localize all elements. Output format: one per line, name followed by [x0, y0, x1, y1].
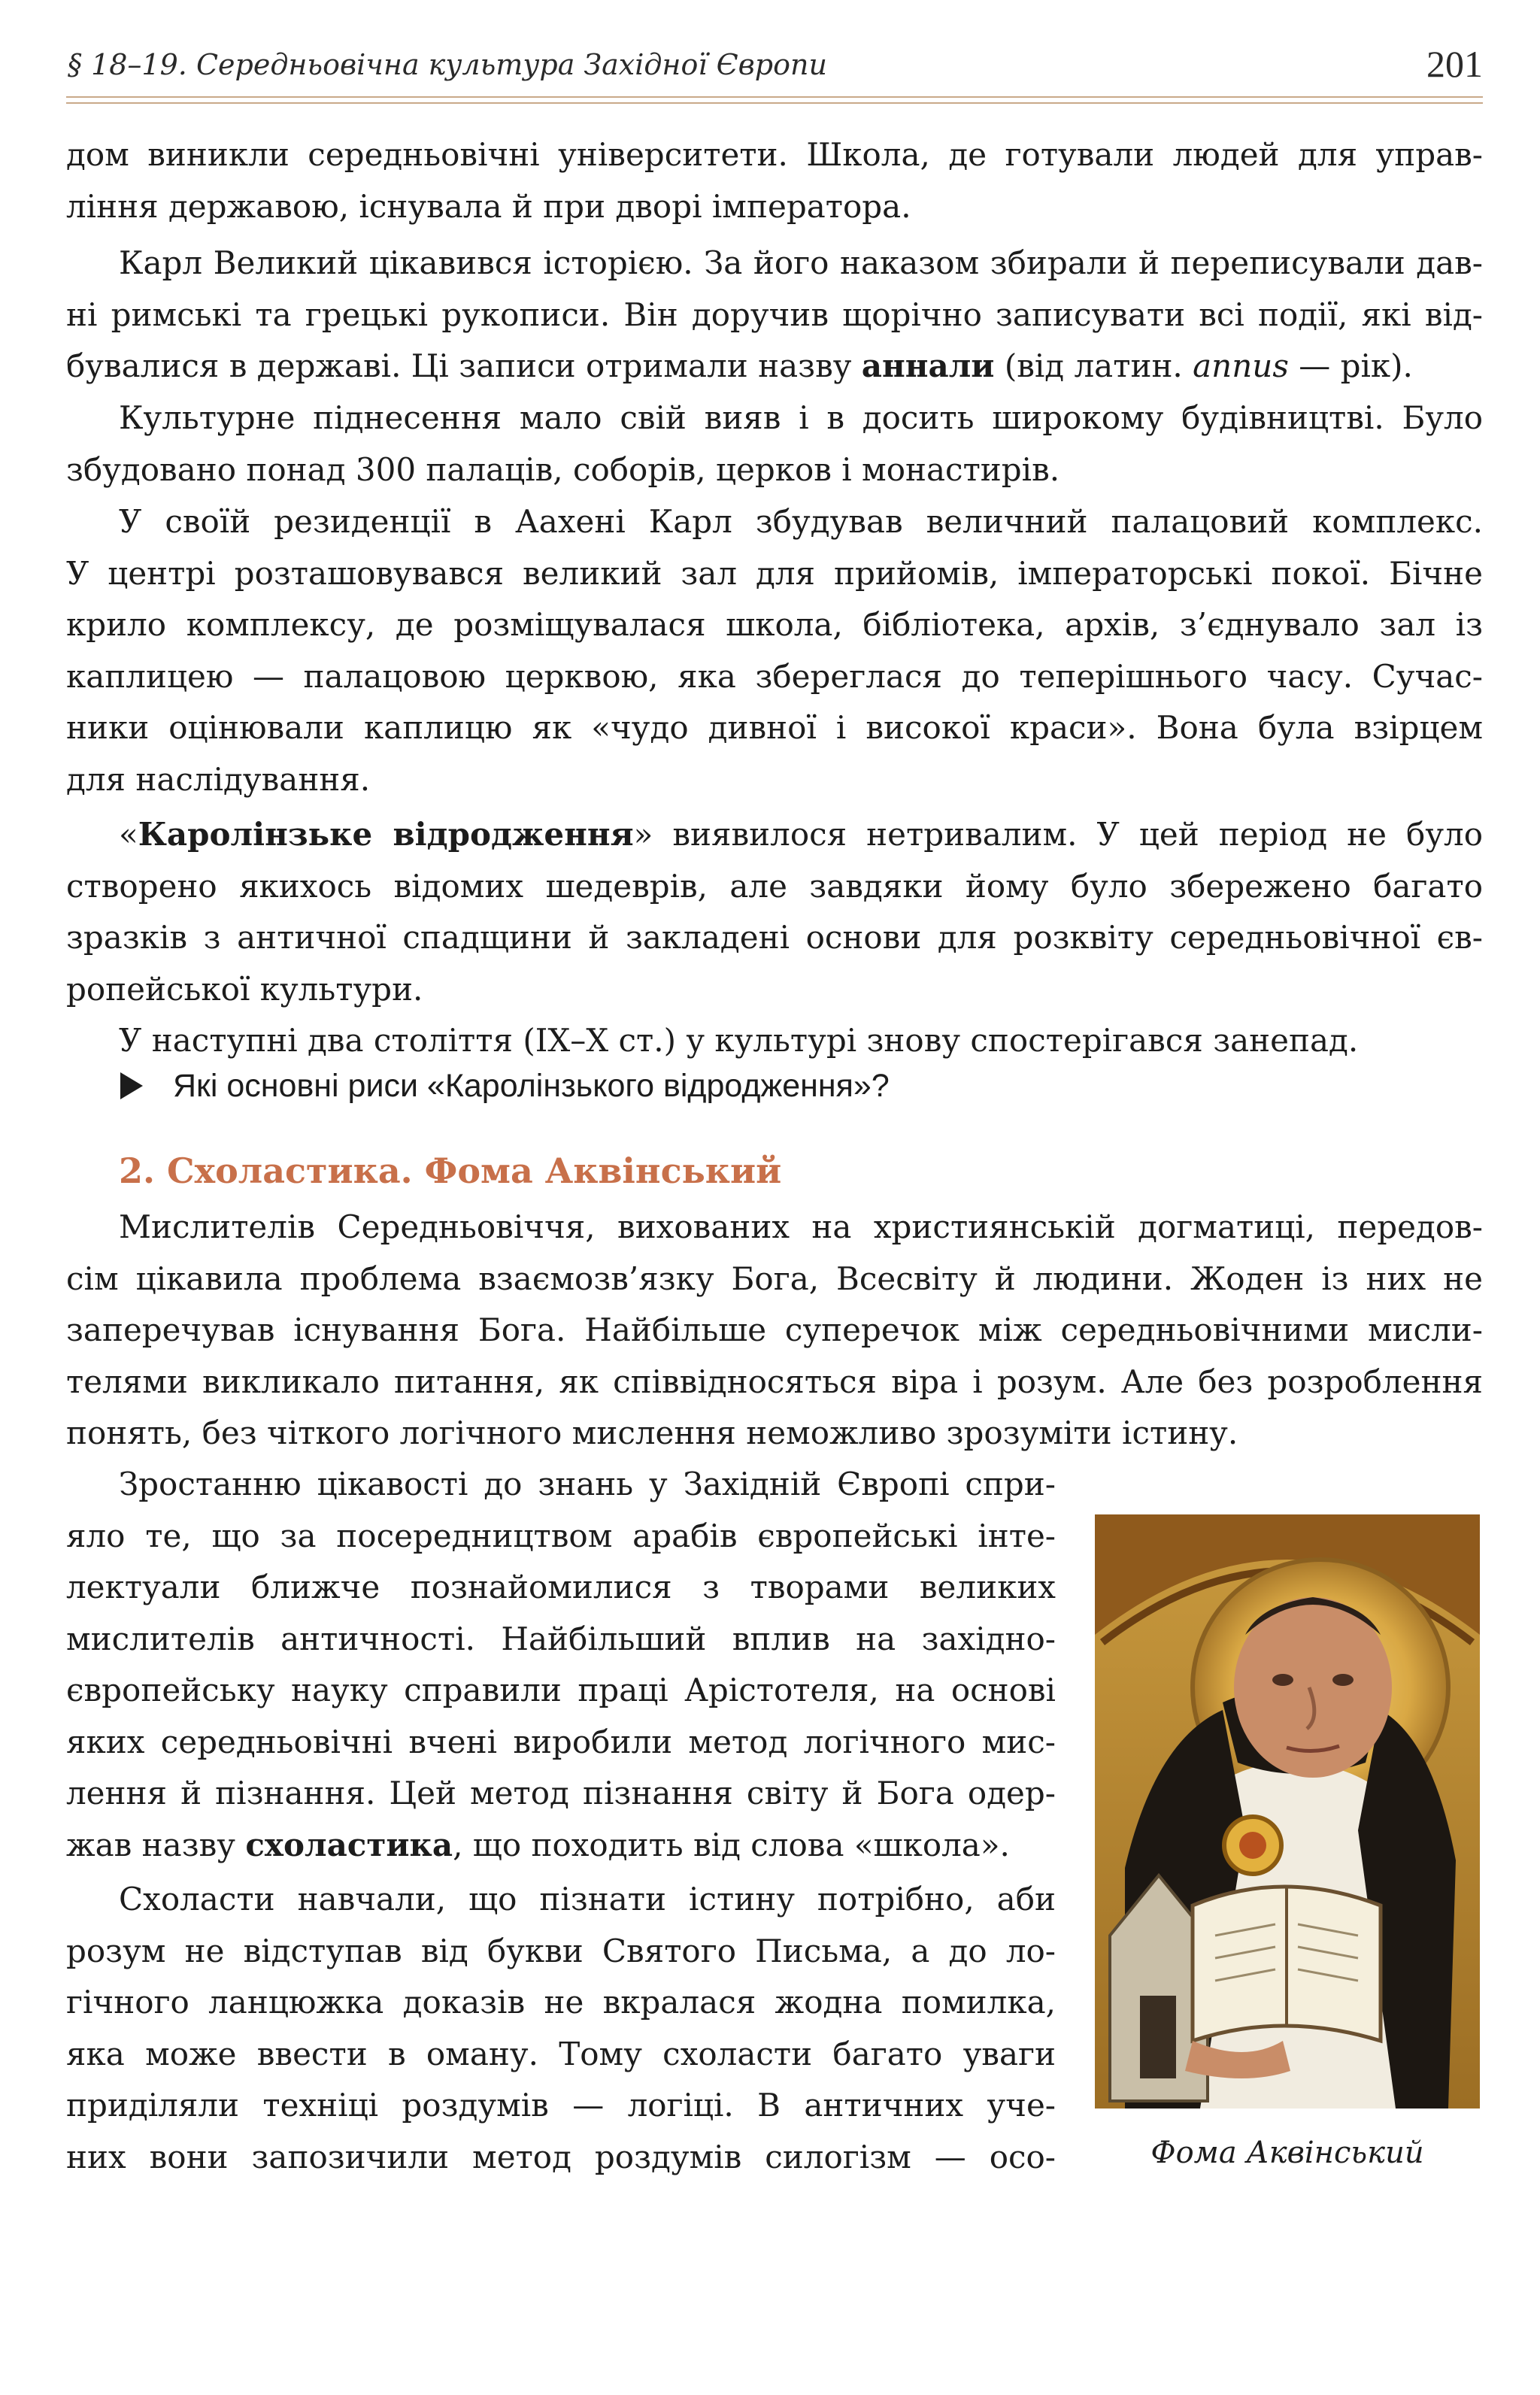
- text-line: приділяли техніці роздумів — логіці. В античних уче-: [66, 2087, 1056, 2124]
- term-carolingian-renaissance: Каролінзьке відродження: [138, 816, 634, 853]
- paragraph-7: [66, 1202, 1483, 1460]
- text-line: лектуали ближче познайомилися з творами великих: [66, 1569, 1056, 1605]
- header-rule-2: [66, 102, 1483, 104]
- text-line: [66, 809, 1483, 861]
- term-scholasticism: схоластика: [245, 1826, 453, 1863]
- text-line: ники оцінювали каплицю як «чудо дивної і високої краси». Вона була взірцем: [66, 709, 1483, 746]
- text-line: сім цікавила проблема взаємозв’язку Бога, Всесвіту й людини. Жоден із них не: [66, 1260, 1483, 1297]
- text-line: розум не відступав від букви Святого Письма, а до ло-: [66, 1932, 1056, 1969]
- text-line: ні римські та грецькі рукописи. Він доручив щорічно записувати всі події, які від-: [66, 296, 1483, 333]
- text-line: європейську науку справили праці Арістотеля, на основі: [66, 1672, 1056, 1708]
- text-line: ропейської культури.: [66, 970, 423, 1008]
- text-line: гічного ланцюжка доказів не вкралася жодна помилка,: [66, 1984, 1056, 2021]
- text-line: Зростанню цікавості до знань у Західній Європі спри-: [119, 1466, 1056, 1502]
- paragraph-3: [66, 393, 1483, 496]
- triangle-bullet-icon: [120, 1072, 143, 1099]
- text-line: ління державою, існувала й при дворі імператора.: [66, 187, 911, 225]
- text-line: Мислителів Середньовіччя, вихованих на християнській догматиці, передов-: [119, 1208, 1483, 1245]
- text-line: яло те, що за посередництвом арабів європейські інте-: [66, 1517, 1056, 1554]
- section-heading: 2. Схоластика. Фома Аквінський: [119, 1151, 782, 1191]
- thomas-aquinas-portrait: [1095, 1514, 1480, 2109]
- text-line: Культурне піднесення мало свій вияв і в досить широкому будівництві. Було: [119, 399, 1483, 436]
- text-line: дом виникли середньовічні університети. Школа, де готували людей для управ-: [66, 136, 1483, 173]
- page-header: [66, 42, 1483, 95]
- text-line: Карл Великий цікавився історією. За його наказом збирали й переписували дав-: [119, 244, 1483, 281]
- text-line: збудовано понад 300 палаців, соборів, церков і монастирів.: [66, 450, 1060, 488]
- latin-word: annus: [1193, 347, 1289, 384]
- text-line: У своїй резиденції в Аахені Карл збудував величний палацовий комплекс.: [119, 503, 1483, 540]
- paragraph-8: [66, 1459, 1056, 1871]
- question-text: Які основні риси «Каролінзького відродження»?: [173, 1068, 890, 1104]
- text-line: крило комплексу, де розміщувалася школа, бібліотека, архів, з’єднувало зал із: [66, 606, 1483, 643]
- paragraph-5: [66, 809, 1483, 1015]
- review-question: [120, 1068, 890, 1105]
- page-number: 201: [1426, 43, 1483, 85]
- portrait-illustration: [1095, 1514, 1480, 2109]
- text-line: мислителів античності. Найбільший вплив на західно-: [66, 1620, 1056, 1657]
- term-annals: аннали: [861, 347, 995, 384]
- text-line: лення й пізнання. Цей метод пізнання світу й Бога одер-: [66, 1775, 1056, 1811]
- text-run: , що походить від слова «школа».: [453, 1826, 1010, 1863]
- text-line: них вони запозичили метод роздумів силогізм — осо-: [66, 2138, 1056, 2175]
- header-rule: [66, 96, 1483, 98]
- text-line: яка може ввести в оману. Тому схоласти багато уваги: [66, 2035, 1056, 2072]
- text-run: — рік).: [1288, 347, 1413, 384]
- text-line: заперечував існування Бога. Найбільше суперечок між середньовічними мисли-: [66, 1311, 1483, 1348]
- text-line: [66, 1820, 1056, 1872]
- text-run: бувалися в державі. Ці записи отримали назву: [66, 347, 862, 384]
- paragraph-2: [66, 238, 1483, 393]
- text-run: «: [119, 816, 138, 853]
- paragraph-9: [66, 1874, 1056, 2183]
- text-run: (від латин.: [994, 347, 1193, 384]
- text-line: яких середньовічні вчені виробили метод логічного мис-: [66, 1723, 1056, 1760]
- text-line: У центрі розташовувався великий зал для прийомів, імператорські покої. Бічне: [66, 554, 1483, 592]
- text-line: для наслідування.: [66, 760, 371, 798]
- text-line: зразків з античної спадщини й закладені основи для розквіту середньовічної єв-: [66, 919, 1483, 956]
- paragraph-1: [66, 129, 1483, 232]
- text-line: телями викликало питання, як співвідносяться віра і розум. Але без розроблення: [66, 1363, 1483, 1400]
- text-run: » виявилося нетривалим. У цей період не було: [633, 816, 1483, 853]
- text-line: понять, без чіткого логічного мислення неможливо зрозуміти істину.: [66, 1414, 1238, 1451]
- text-line: Схоласти навчали, що пізнати істину потрібно, аби: [119, 1881, 1056, 1918]
- text-line: створено якихось відомих шедеврів, але завдяки йому було збережено багато: [66, 867, 1483, 905]
- text-line: У наступні два століття (IX–X ст.) у культурі знову спостерігався занепад.: [119, 1022, 1359, 1059]
- text-line: [66, 341, 1483, 393]
- running-title: § 18–19. Середньовічна культура Західної Європи: [68, 48, 827, 81]
- paragraph-6: [66, 1015, 1483, 1067]
- figure-caption: Фома Аквінський: [1150, 2136, 1424, 2170]
- text-line: каплицею — палацовою церквою, яка збереглася до теперішнього часу. Сучас-: [66, 657, 1483, 695]
- paragraph-4: [66, 496, 1483, 805]
- text-run: жав назву: [66, 1826, 246, 1863]
